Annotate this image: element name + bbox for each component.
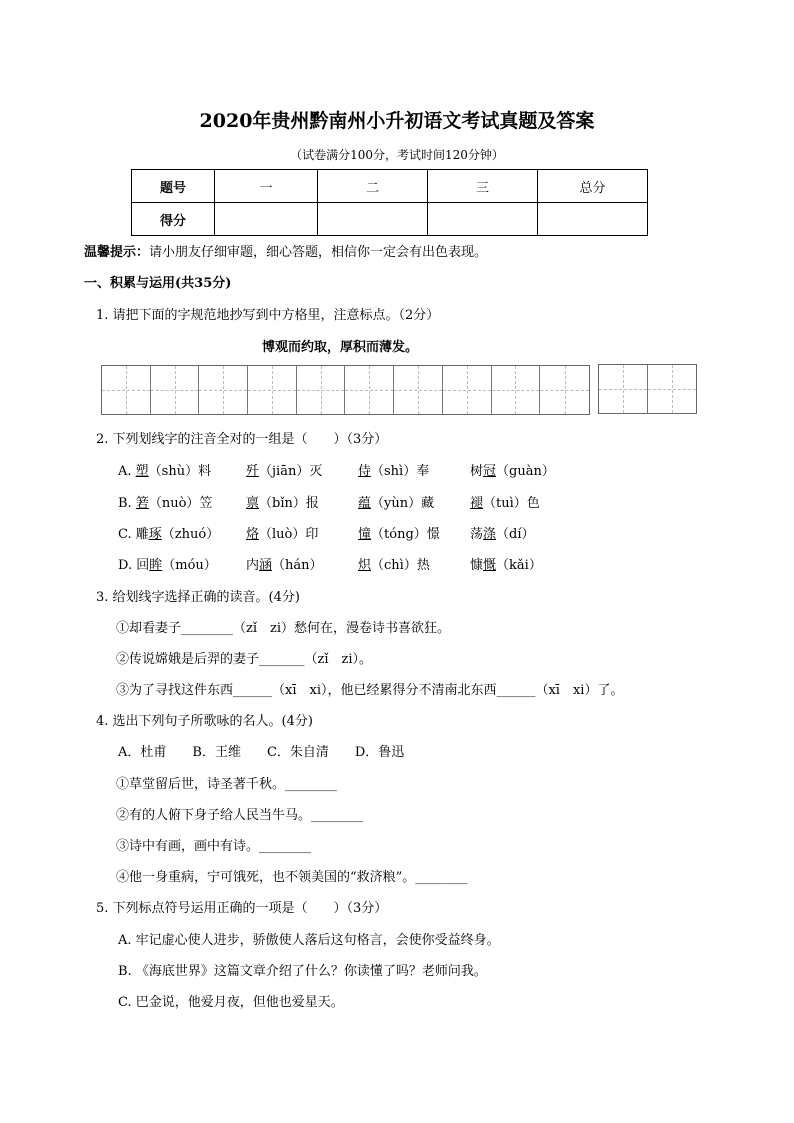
q3-item: ①却看妻子________（zǐ zi）愁何在，漫卷诗书喜欲狂。	[116, 621, 451, 636]
writing-grid-extra[interactable]	[598, 364, 697, 414]
score-cell	[318, 203, 428, 236]
question-4: 4. 选出下列句子所歌咏的名人。(4分)	[96, 714, 313, 729]
q3-item: ③为了寻找这件东西______（xī xi），他已经累得分不清南北东西______（xī xi）了。	[116, 683, 624, 698]
q4-options: A．杜甫 B．王维 C．朱自清 D．鲁迅	[118, 745, 405, 760]
score-table	[131, 169, 648, 236]
exam-info: （试卷满分100分，考试时间120分钟）	[290, 148, 504, 162]
q4-item: ④他一身重病，宁可饿死，也不领美国的“救济粮”。________	[116, 870, 468, 885]
header-cell: 题号	[132, 170, 215, 203]
table-row	[132, 203, 648, 236]
q5-option: C. 巴金说，他爱月夜，但他也爱星天。	[118, 995, 344, 1010]
row-label: 得分	[132, 203, 215, 236]
question-3: 3. 给划线字选择正确的读音。(4分)	[96, 590, 300, 605]
tip	[84, 241, 487, 260]
section-heading: 一、积累与运用(共35分)	[84, 276, 232, 291]
question-2: 2. 下列划线字的注音全对的一组是（ ）（3分）	[96, 432, 388, 447]
q4-item: ①草堂留后世，诗圣著千秋。________	[116, 777, 338, 792]
question-1: 1. 请把下面的字规范地抄写到中方格里，注意标点。（2分）	[96, 308, 440, 323]
question-5: 5. 下列标点符号运用正确的一项是（ ）（3分）	[96, 901, 388, 916]
copy-sentence: 博观而约取，厚积而薄发。	[262, 340, 419, 355]
tip-text: 请小朋友仔细审题，细心答题，相信你一定会有出色表现。	[149, 245, 488, 260]
document-page: 2020年贵州黔南州小升初语文考试真题及答案 （试卷满分100分，考试时间120分钟） 题号 一 二 三 总分 得分 温馨提示：请小朋友仔细审题，细心答题，相信你一定会有出色表现。 一、积累与运用(共35分) 1. 请把下面的字规范地抄写到中方格里，注意标点。（2分） 博观而约取，厚积而薄发。 2. 下列划线字的注音全对的一组是（ ）（3分） A. 塑（shù）料 歼（jiān）灭 侍（shì）奉 树冠（guàn） B. 箬（nuò）笠 禀（bǐn）报 蕴（yùn）藏 褪（tuì）色 C. 雕琢（zhuó） 烙（luò）印 憧（tóng）憬 荡涤（dí） D. 回眸（móu） 内涵（hán） 炽（chì）热 慷慨（kǎi） 3. 给划线字选择正确的读音。(4分) ①却看妻子________（zǐ zi）愁何在，漫卷诗书喜欲狂。 ②传说嫦娥是后羿的妻子_______（zǐ zi）。 ③为了寻找这件东西______（xī xi），他已经累得分不清南北东西______（xī xi）了。 4. 选出下列句子所歌咏的名人。(4分) A．杜甫 B．王维 C．朱自清 D．鲁迅 ①草堂留后世，诗圣著千秋。________ ②有的人俯下身子给人民当牛马。________ ③诗中有画，画中有诗。________ ④他一身重病，宁可饿死，也不领美国的“救济粮”。________ 5. 下列标点符号运用正确的一项是（ ）（3分） A. 牢记虚心使人进步，骄傲使人落后这句格言，会使你受益终身。 B. 《海底世界》这篇文章介绍了什么？你读懂了吗？老师问我。 C. 巴金说，他爱月夜，但他也爱星天。	[0, 0, 794, 1123]
table-row	[132, 170, 648, 203]
score-cell	[538, 203, 648, 236]
q5-option: B. 《海底世界》这篇文章介绍了什么？你读懂了吗？老师问我。	[118, 964, 487, 979]
score-cell	[215, 203, 318, 236]
writing-grid[interactable]	[101, 365, 590, 415]
header-cell: 三	[428, 170, 538, 203]
document-title: 2020年贵州黔南州小升初语文考试真题及答案	[199, 110, 595, 132]
header-cell: 二	[318, 170, 428, 203]
tip-label: 温馨提示：	[84, 245, 150, 260]
q4-item: ③诗中有画，画中有诗。________	[116, 839, 312, 854]
q5-option: A. 牢记虚心使人进步，骄傲使人落后这句格言，会使你受益终身。	[118, 933, 500, 948]
header-cell: 一	[215, 170, 318, 203]
q4-item: ②有的人俯下身子给人民当牛马。________	[116, 808, 364, 823]
q3-item: ②传说嫦娥是后羿的妻子_______（zǐ zi）。	[116, 652, 373, 667]
score-cell	[428, 203, 538, 236]
header-cell: 总分	[538, 170, 648, 203]
